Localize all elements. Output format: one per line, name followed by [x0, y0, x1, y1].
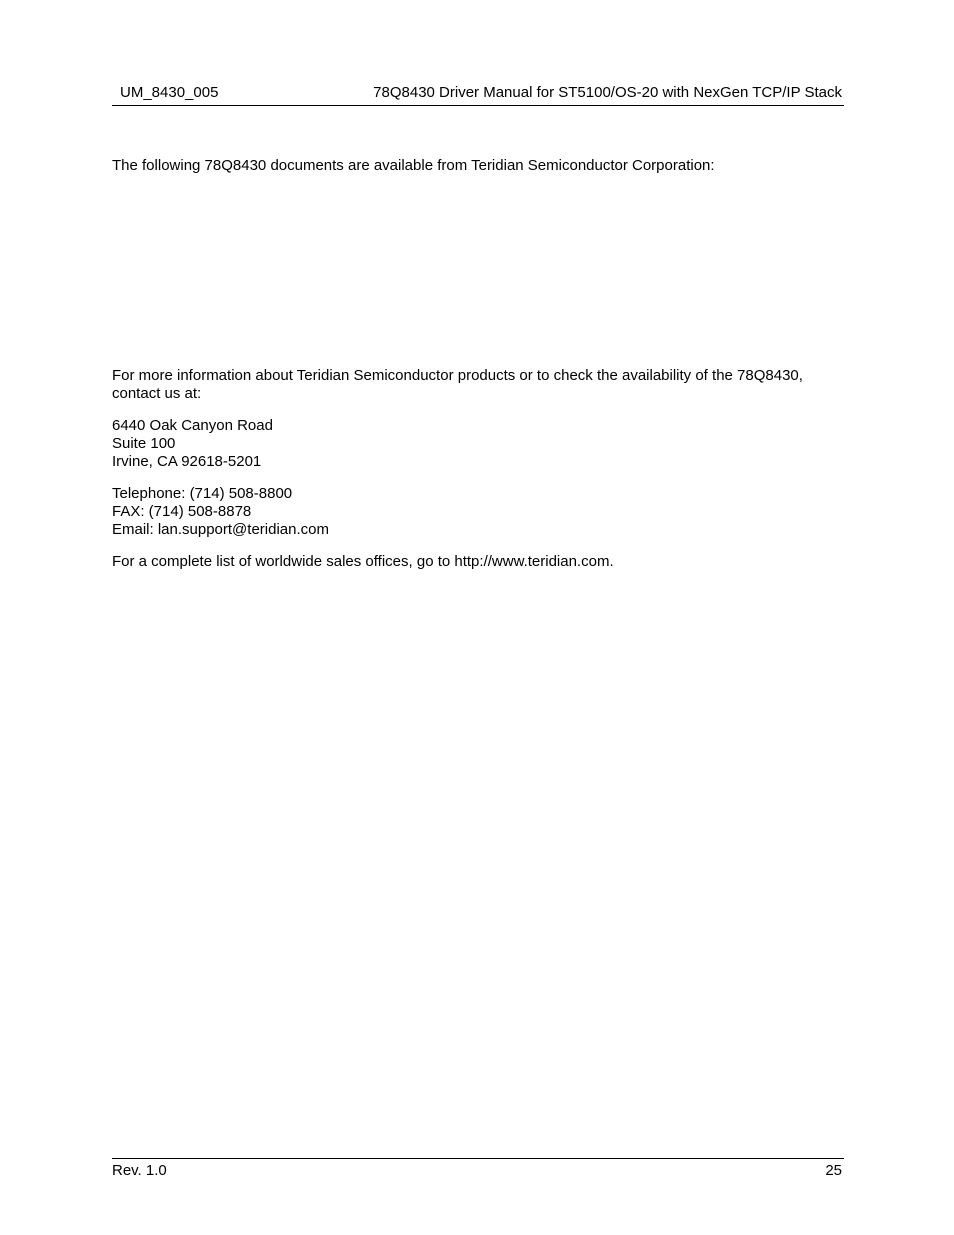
revision-label: Rev. 1.0	[112, 1162, 167, 1179]
address-suite: Suite 100	[112, 435, 176, 452]
address-street: 6440 Oak Canyon Road	[112, 417, 273, 434]
address-block	[112, 417, 844, 471]
address-city: Irvine, CA 92618-5201	[112, 453, 262, 470]
page-number: 25	[825, 1162, 842, 1179]
contact-email: Email: lan.support@teridian.com	[112, 521, 329, 538]
more-info-line-1: For more information about Teridian Semiconductor products or to check the availability of the 78Q8430,	[112, 367, 803, 384]
document-id: UM_8430_005	[120, 84, 219, 101]
sales-offices-paragraph	[112, 553, 844, 571]
more-info-line-2: contact us at:	[112, 385, 202, 402]
contact-telephone: Telephone: (714) 508-8800	[112, 485, 293, 502]
contact-fax: FAX: (714) 508-8878	[112, 503, 252, 520]
sales-offices-text: For a complete list of worldwide sales offices, go to http://www.teridian.com.	[112, 553, 614, 570]
document-title: 78Q8430 Driver Manual for ST5100/OS-20 with NexGen TCP/IP Stack	[373, 84, 842, 101]
page-header	[112, 84, 844, 106]
intro-paragraph	[112, 157, 844, 175]
intro-text: The following 78Q8430 documents are available from Teridian Semiconductor Corporation:	[112, 157, 715, 174]
more-info-paragraph	[112, 367, 844, 403]
page-footer	[112, 1158, 844, 1181]
contact-block	[112, 485, 844, 539]
